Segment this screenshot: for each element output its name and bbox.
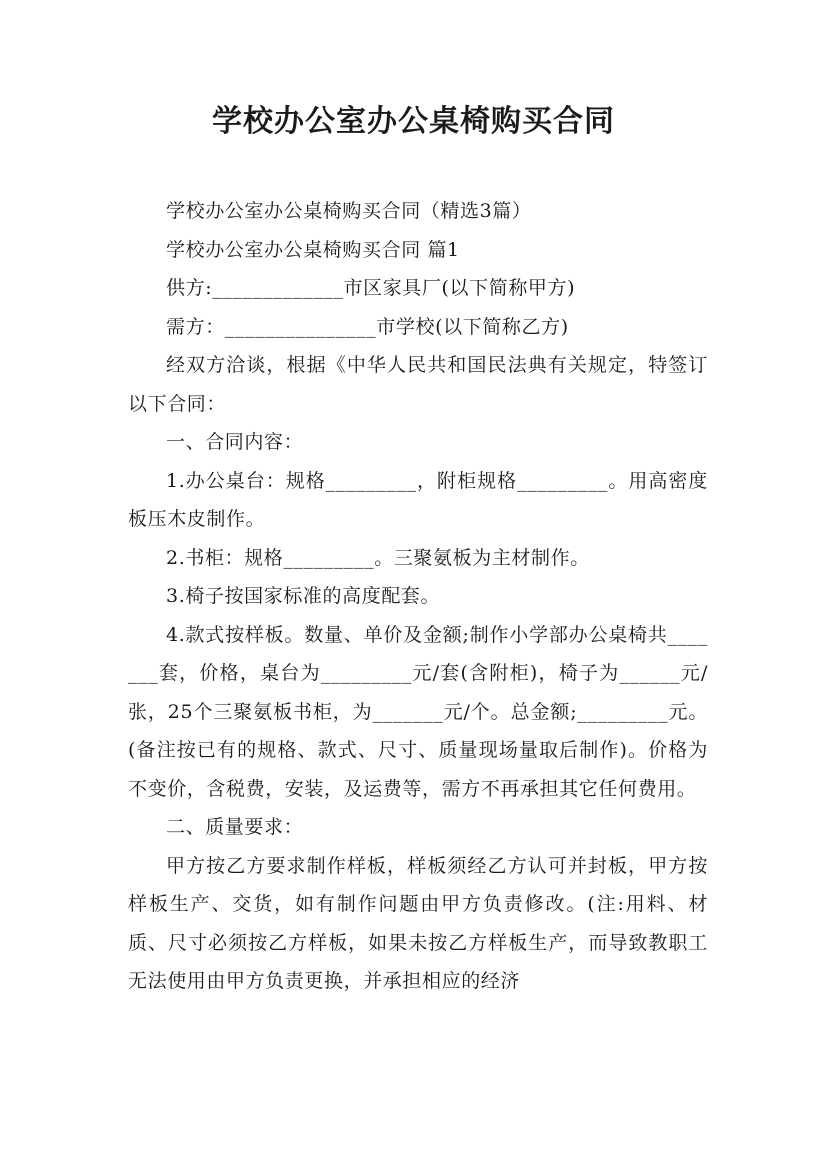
document-title: 学校办公室办公桌椅购买合同 — [212, 104, 615, 139]
paragraph-quality-body: 甲方按乙方要求制作样板，样板须经乙方认可并封板，甲方按样板生产、交货，如有制作问题由甲方负责修改。(注:用料、材质、尺寸必须按乙方样板，如果未按乙方样板生产，而导致教职工无法使用由甲方负责更换，并承担相应的经济 — [128, 854, 708, 992]
paragraph-preamble: 经双方洽谈，根据《中华人民共和国民法典有关规定，特签订以下合同： — [128, 354, 708, 415]
paragraph-item-4: 4.款式按样板。数量、单价及金额;制作小学部办公桌椅共_______套，价格，桌台为_________元/套(含附柜)，椅子为______元/张，25个三聚氨板书柜，为_______元/个。总金额;_________元。(备注按已有的规格、款式、尺寸、质量现场量取后制作)。价格为不变价，含税费，安装，及运费等，需方不再承担其它任何费用。 — [128, 623, 708, 800]
paragraph-quality-heading: 二、质量要求： — [166, 816, 304, 838]
paragraph-section-heading: 学校办公室办公桌椅购买合同 篇1 — [166, 238, 460, 261]
paragraph-item-3: 3.椅子按国家标准的高度配套。 — [166, 585, 441, 607]
paragraph-subtitle: 学校办公室办公桌椅购买合同（精选3篇） — [166, 200, 532, 222]
paragraph-item-1: 1.办公桌台：规格_________，附柜规格_________。用高密度板压木皮制作。 — [128, 469, 708, 530]
paragraph-buyer: 需方：_______________市学校(以下简称乙方) — [166, 315, 569, 338]
paragraph-item-2: 2.书柜：规格_________。三聚氨板为主材制作。 — [166, 546, 590, 569]
document-body — [128, 192, 708, 1001]
paragraph-supplier: 供方:_____________市区家具厂(以下简称甲方) — [166, 277, 576, 299]
paragraph-contract-content-heading: 一、合同内容： — [166, 431, 304, 453]
